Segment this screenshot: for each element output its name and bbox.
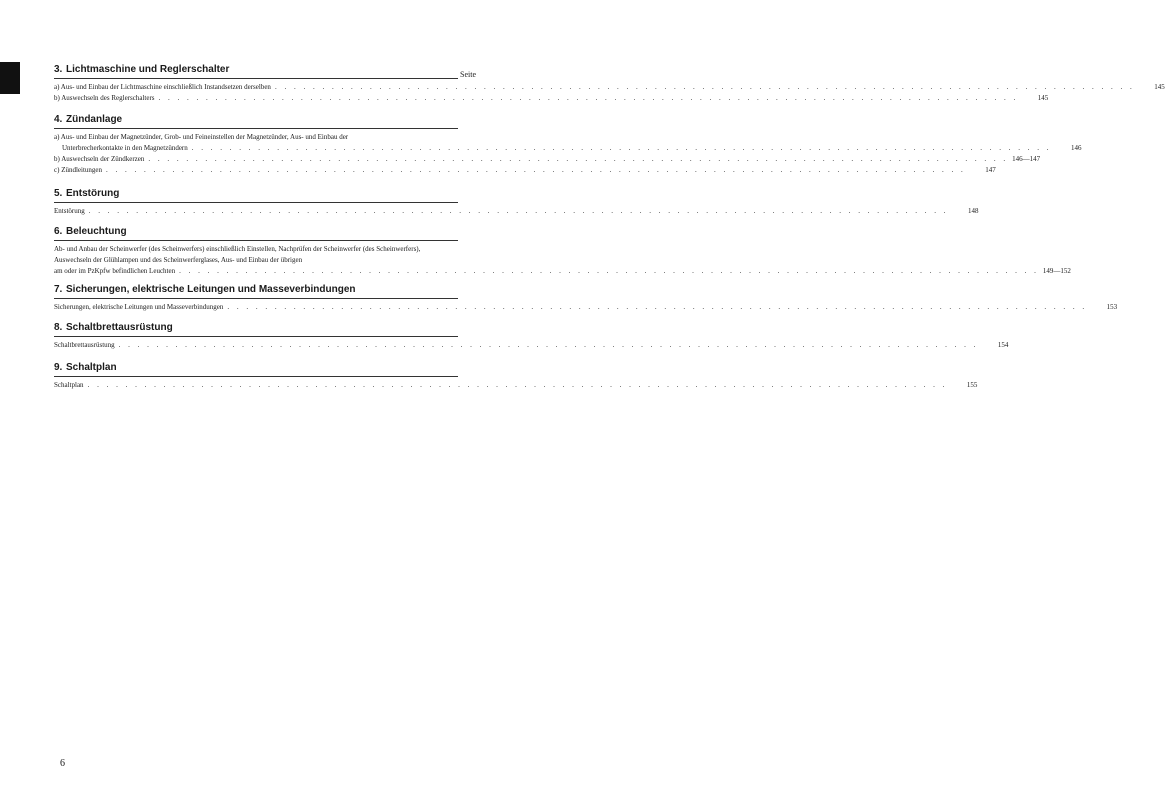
section-heading [54, 64, 458, 76]
entry-text: b) Auswechseln der Zündkerzen [54, 155, 145, 163]
entry-text-first-lines: Ab- und Anbau der Scheinwerfer (des Scheinwerfers) einschließlich Einstellen, Nachprüfen der Scheinwerfer (des Scheinwerfers), Auswechseln der Glühlampen und des Scheinwerferglases, Aus- und Einbau der übrigen [54, 245, 421, 264]
section-title: Lichtmaschine und Reglerschalter [66, 64, 230, 75]
section-rule [54, 376, 458, 377]
section-title: Entstörung [66, 188, 120, 199]
leader-dots [119, 340, 979, 351]
entry-text: Schaltplan [54, 381, 84, 389]
section-rule [54, 298, 458, 299]
entry-text: a) Aus- und Einbau der Lichtmaschine einschließlich Instandsetzen derselben [54, 83, 271, 91]
page-column-label: Seite [460, 70, 476, 79]
section-heading [54, 284, 458, 296]
entry-text: c) Zündleitungen [54, 166, 103, 174]
section-heading [54, 226, 458, 238]
section-rule [54, 336, 458, 337]
toc-entry[interactable] [54, 302, 1118, 313]
toc-section-4 [54, 114, 1082, 176]
toc-section-7 [54, 284, 1118, 313]
section-number: 5. [54, 188, 63, 199]
section-rule [54, 78, 458, 79]
entry-text: am oder im PzKpfw befindlichen Leuchten [54, 267, 176, 275]
entry-text: Sicherungen, elektrische Leitungen und Masseverbindungen [54, 303, 224, 311]
toc-section-8 [54, 322, 1009, 351]
section-heading [54, 322, 458, 334]
toc-entry[interactable] [54, 93, 1049, 104]
section-number: 6. [54, 226, 63, 237]
section-title: Beleuchtung [66, 226, 127, 237]
toc-entry[interactable] [54, 340, 1009, 351]
toc-entry[interactable] [54, 132, 1082, 154]
entry-text: b) Auswechseln des Reglerschalters [54, 94, 155, 102]
leader-dots [159, 93, 1019, 104]
entry-page: 149—152 [1042, 267, 1071, 275]
entry-text: Unterbrecherkontakte in den Magnetzündern [62, 144, 188, 152]
entry-text: Entstörung [54, 207, 85, 215]
section-title: Sicherungen, elektrische Leitungen und Masseverbindungen [66, 284, 356, 295]
toc-section-6 [54, 226, 1071, 277]
section-title: Zündanlage [66, 114, 123, 125]
leader-dots [179, 266, 1039, 277]
thumb-index-tab [0, 62, 20, 94]
section-number: 9. [54, 362, 63, 373]
section-heading [54, 362, 458, 374]
toc-entry[interactable] [54, 244, 1071, 277]
leader-dots [275, 82, 1135, 93]
entry-page: 153 [1106, 303, 1118, 311]
section-number: 8. [54, 322, 63, 333]
leader-dots [192, 143, 1052, 154]
leader-dots [106, 165, 966, 176]
leader-dots [227, 302, 1087, 313]
section-rule [54, 240, 458, 241]
section-rule [54, 128, 458, 129]
section-number: 3. [54, 64, 63, 75]
toc-entry[interactable] [54, 380, 978, 391]
entry-text: Schaltbrettausrüstung [54, 341, 115, 349]
leader-dots [148, 154, 1008, 165]
toc-section-5 [54, 188, 979, 217]
toc-entry[interactable] [54, 154, 1041, 165]
section-heading [54, 114, 458, 126]
section-title: Schaltplan [66, 362, 117, 373]
section-rule [54, 202, 458, 203]
entry-page: 146—147 [1012, 155, 1041, 163]
entry-page: 145 [1037, 94, 1049, 102]
entry-page: 145 [1154, 83, 1165, 91]
entry-text-first-line: a) Aus- und Einbau der Magnetzünder, Grob- und Feineinstellen der Magnetzünder, Aus- und Einbau der [54, 133, 349, 141]
entry-page: 155 [966, 381, 978, 389]
entry-page: 148 [967, 207, 979, 215]
leader-dots [89, 206, 949, 217]
toc-entry[interactable] [54, 82, 1165, 93]
section-title: Schaltbrettausrüstung [66, 322, 173, 333]
section-number: 4. [54, 114, 63, 125]
page-number: 6 [60, 758, 65, 769]
toc-entry[interactable] [54, 206, 979, 217]
leader-dots [88, 380, 948, 391]
toc-entry[interactable] [54, 165, 996, 176]
section-number: 7. [54, 284, 63, 295]
entry-page: 147 [985, 166, 996, 174]
entry-page: 146 [1071, 144, 1082, 152]
toc-section-9 [54, 362, 978, 391]
section-heading [54, 188, 458, 200]
entry-page: 154 [997, 341, 1009, 349]
